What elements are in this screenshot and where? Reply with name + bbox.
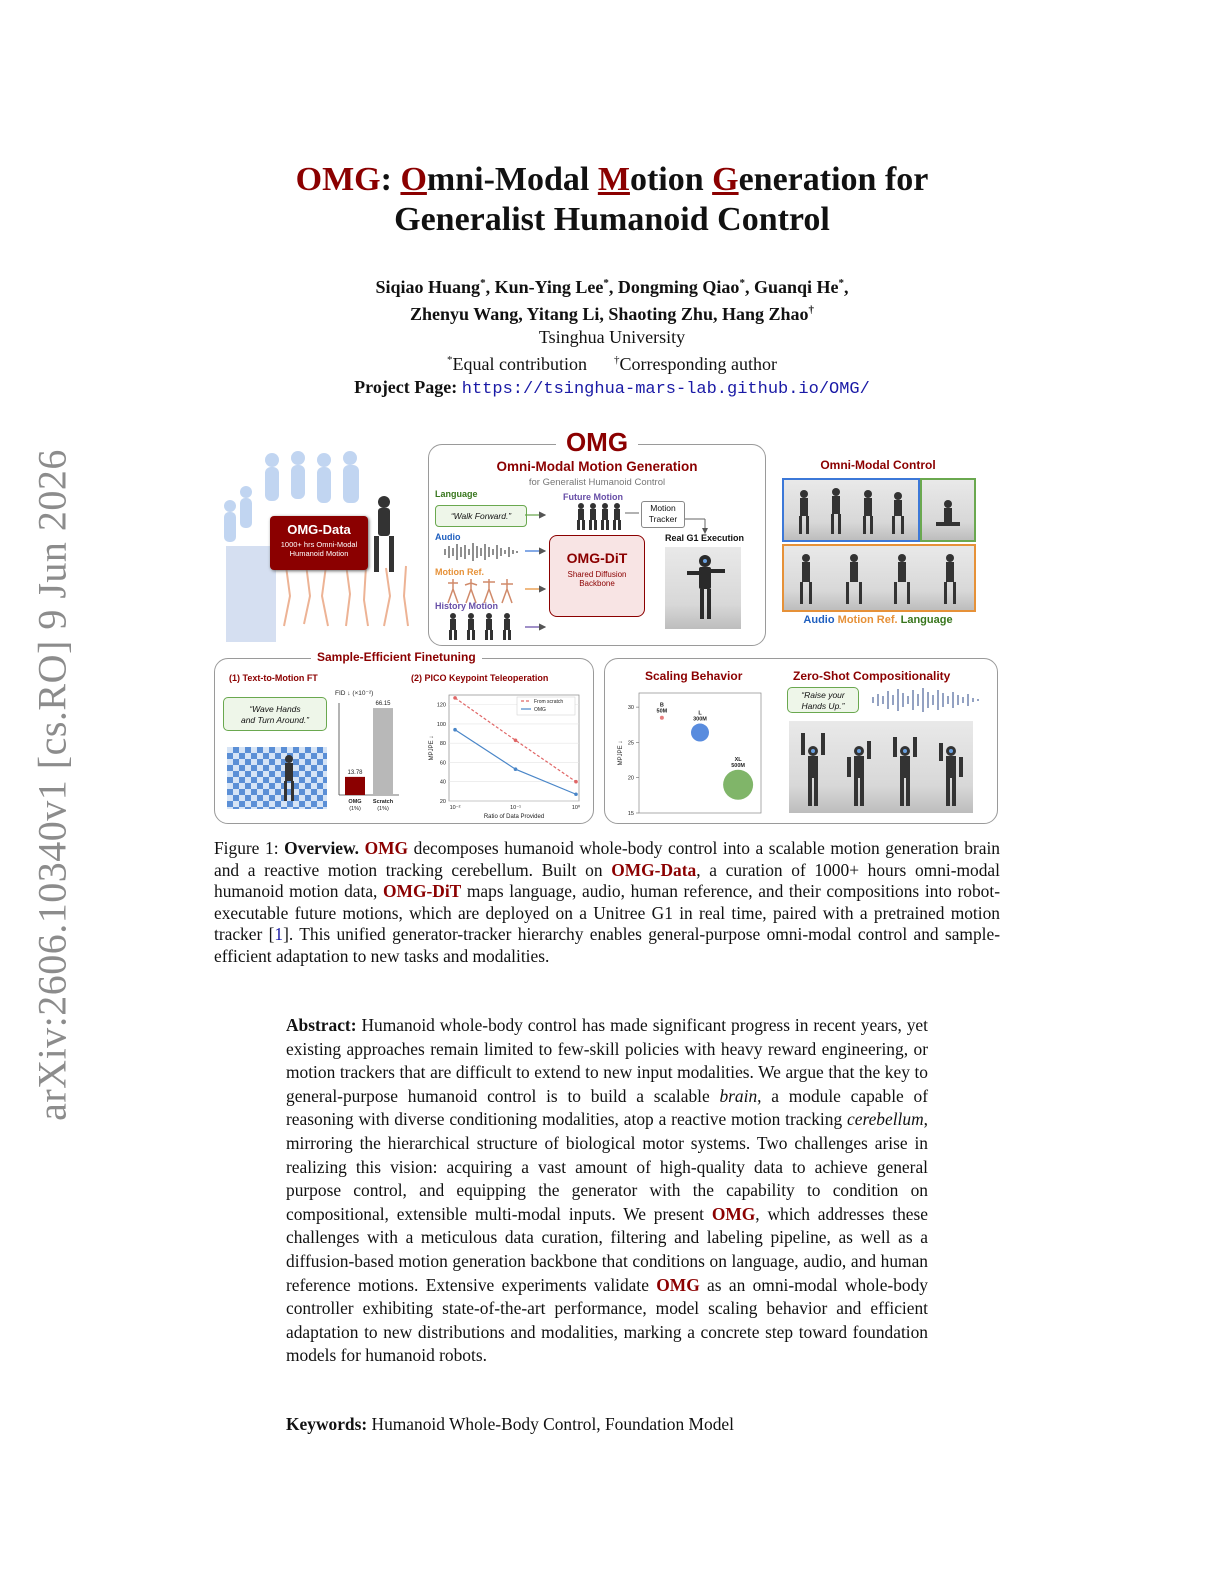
ft1-prompt [223, 697, 327, 731]
author-line-1: Siqiao Huang*, Kun-Ying Lee*, Dongming Qiao*, Guanqi He*, [375, 277, 849, 297]
author-line-2 [160, 299, 1064, 326]
caption-text-4: ]. This unified generator-tracker hierarchy enables general-purpose omni-modal control and sample-efficient adaptation to new tasks and modalities. [214, 924, 1000, 966]
mpjpe-ytick: 100 [436, 721, 446, 728]
mpjpe-point [453, 696, 457, 700]
mpjpe-point [574, 780, 578, 784]
author-name: Siqiao Huang [375, 277, 481, 297]
zeroshot-prompt-line2: Hands Up.” [801, 701, 845, 711]
mpjpe-xtick: 10⁰ [571, 805, 581, 811]
language-prompt [435, 505, 527, 527]
scaling-scatter-chart [613, 687, 765, 819]
g1-execution-label: Real G1 Execution [665, 533, 745, 543]
scaling-point-size: 300M [693, 716, 707, 723]
fid-xtick: (1%) [349, 806, 361, 812]
caption-omg: OMG [364, 838, 409, 858]
scaling-ytick: 20 [627, 775, 634, 782]
omg-data-collage [216, 446, 422, 646]
caption-figure-label: Figure 1: [214, 838, 285, 858]
zeroshot-robot-strip [789, 721, 973, 813]
control-legend-language: Language [900, 614, 953, 626]
omg-data-title: OMG-Data [287, 522, 351, 537]
ft1-prompt-line2: and Turn Around.” [240, 715, 310, 725]
author-mark: * [739, 277, 745, 289]
omg-big-title-text: OMG [556, 427, 638, 457]
citation-link[interactable]: 1 [274, 924, 284, 945]
scaling-point [691, 724, 709, 742]
omni-modal-control [780, 456, 976, 632]
scaling-point-label: XL [734, 756, 742, 763]
scaling-ytick: 30 [627, 705, 634, 712]
fid-xtick: OMG [348, 799, 362, 805]
arxiv-stamp: arXiv:2606.10340v1 [cs.RO] 9 Jun 2026 [29, 449, 75, 1121]
mpjpe-ytick: 80 [439, 741, 446, 748]
zeroshot-audio-waveform-icon [871, 687, 983, 713]
finetuning-panel [214, 650, 594, 824]
author-mark: * [480, 277, 486, 289]
author-name: Dongming Qiao [617, 277, 740, 297]
fid-bar-chart [333, 687, 401, 817]
mpjpe-ylabel: MPJPE ↓ [429, 735, 435, 761]
history-robots-icon [445, 613, 515, 641]
mpjpe-ytick: 40 [439, 779, 446, 786]
zeroshot-prompt-line1: “Raise your [801, 690, 845, 700]
author-block [160, 272, 1064, 401]
future-motion-label: Future Motion [563, 492, 623, 502]
fid-bar-value: 66.15 [375, 701, 391, 708]
mpjpe-point [514, 738, 518, 742]
mpjpe-point [514, 767, 518, 771]
title-word-generation: eneration for [738, 161, 929, 198]
title-letter-g: G [712, 161, 739, 198]
mpjpe-point [574, 792, 578, 796]
scaling-ytick: 15 [627, 811, 634, 817]
zeroshot-robots [789, 721, 973, 813]
abstract-text-5: as an omni-modal whole-body controller exhibiting state-of-the-art performance, model scaling behavior and efficient adaptation to new distributions and modalities, marking a concrete step toward foundation models for humanoid robots. [286, 1274, 928, 1366]
author-name: Kun-Ying Lee [494, 277, 604, 297]
mpjpe-xtick: 10⁻¹ [510, 805, 521, 811]
fid-bar-value: 13.78 [347, 769, 363, 776]
caption-text-2: , a curation of 1000+ hours omni-modal humanoid motion data, [214, 859, 1000, 902]
control-legend-motionref: Motion Ref. [837, 614, 898, 626]
history-motion-label: History Motion [435, 601, 498, 611]
fid-ylabel: FID ↓ (×10⁻²) [335, 690, 374, 697]
caption-overview: Overview. [284, 838, 359, 858]
tracker-line1: Motion [650, 503, 676, 513]
paper-title [160, 160, 1064, 240]
scaling-title: Scaling Behavior [645, 669, 743, 683]
caption-text-3: maps language, audio, human reference, and their compositions into robot-executable future motions, which are deployed on a Unitree G1 in real time, paired with a pretrained motion tracker [ [214, 881, 1000, 945]
g1-robot-photo [665, 547, 741, 629]
audio-label: Audio [435, 532, 461, 542]
mpjpe-legend-label: From scratch [534, 699, 564, 705]
fid-xtick: (1%) [377, 806, 389, 812]
corr-mark: † [614, 354, 620, 366]
scaling-point-label: B [659, 702, 664, 709]
abstract-omg-1: OMG [711, 1203, 756, 1224]
language-label: Language [435, 489, 478, 499]
title-letter-m: M [597, 161, 630, 198]
omni-control-title: Omni-Modal Control [820, 458, 936, 472]
mpjpe-xlabel: Ratio of Data Provided [483, 814, 545, 820]
zeroshot-prompt [787, 687, 859, 713]
project-page [160, 376, 1064, 401]
mpjpe-point [453, 728, 457, 732]
scaling-point [723, 770, 753, 800]
keywords-label: Keywords: [286, 1414, 368, 1434]
figure-caption [214, 838, 1000, 968]
project-page-label: Project Page: [354, 377, 458, 397]
ft2-label: (2) PICO Keypoint Teleoperation [411, 673, 549, 683]
ft1-robot [227, 747, 327, 809]
motion-ref-label: Motion Ref. [435, 567, 484, 577]
abstract-label: Abstract: [286, 1015, 357, 1035]
scaling-point-size: 50M [656, 708, 668, 715]
abstract-brain: brain [719, 1085, 758, 1106]
language-robot [922, 480, 974, 540]
fid-bar [373, 708, 393, 795]
corresponding-author: Corresponding author [619, 354, 777, 374]
scaling-point-label: L [698, 710, 702, 717]
author-mark: * [838, 277, 844, 289]
title-word-motion: otion [629, 161, 713, 198]
title-line-1 [160, 160, 1064, 200]
equal-contribution: Equal contribution [452, 354, 587, 374]
mpjpe-line-chart [411, 689, 589, 821]
omg-dit-box [549, 535, 645, 617]
abstract-text-1: Humanoid whole-body control has made significant progress in recent years, yet existing approaches remain limited to few-skill policies with heavy reward engineering, or motion trackers that are difficult to extend to new input modalities. We argue that the key to general-purpose humanoid control is to build a scalable [286, 1015, 928, 1106]
ft1-floor-image [227, 747, 327, 809]
title-letter-o: O [400, 161, 427, 198]
title-acronym: OMG [295, 161, 381, 198]
title-colon: : [380, 161, 401, 198]
abstract-omg-2: OMG [656, 1274, 700, 1295]
scaling-point-size: 500M [731, 762, 746, 769]
abstract-text-3: , mirroring the hierarchical structure of biological motor systems. Two challenges arise in realizing this vision: acquiring a vast amount of high-quality data to achieve general purpose control, and equipping the generator with the capability to condition on compositional, extensible multi-modal inputs. We present [286, 1109, 928, 1224]
input-arrows [525, 505, 549, 635]
omg-data-line2: Humanoid Motion [289, 549, 349, 558]
omg-subtitle: Omni-Modal Motion Generation [496, 459, 698, 474]
contribution-note [160, 349, 1064, 376]
author-mark: † [808, 304, 814, 316]
finetuning-title: Sample-Efficient Finetuning [311, 650, 482, 664]
figure-1 [214, 426, 1000, 830]
mpjpe-legend-label: OMG [534, 707, 546, 713]
omg-dit-line1: Shared Diffusion [567, 570, 627, 579]
audio-robots [784, 480, 918, 540]
fid-xtick: Scratch [372, 799, 394, 805]
scaling-ylabel: MPJPE ↓ [618, 740, 624, 766]
g1-robot-figure [665, 547, 741, 629]
equal-mark: * [447, 354, 453, 366]
abstract-text-2: , a module capable of reasoning with diverse conditioning modalities, atop a reactive motion tracking [286, 1085, 928, 1130]
control-audio-frame [782, 478, 920, 542]
control-motionref-frame [782, 544, 976, 612]
tracker-line2: Tracker [648, 514, 678, 524]
title-line-2: Generalist Humanoid Control [394, 201, 830, 238]
keywords [286, 1413, 928, 1436]
title-word-omni: mni-Modal [426, 161, 598, 198]
ft1-label: (1) Text-to-Motion FT [229, 673, 318, 683]
affiliation: Tsinghua University [538, 327, 686, 347]
abstract-cerebellum: cerebellum [847, 1109, 924, 1130]
omg-big-title [429, 427, 765, 457]
caption-text-1: decomposes humanoid whole-body control into a scalable motion generation brain and a reactive motion tracking cerebellum. Built on [214, 838, 1000, 880]
author-names: Zhenyu Wang, Yitang Li, Shaoting Zhu, Hang Zhao [410, 304, 809, 324]
omg-data-line1: 1000+ hrs Omni-Modal [280, 540, 358, 549]
scaling-point [660, 716, 664, 720]
mpjpe-ytick: 60 [439, 760, 446, 767]
mpjpe-xtick: 10⁻² [449, 805, 461, 811]
abstract-text-4: , which addresses these challenges with a meticulous data curation, filtering and labeling pipeline, as well as a diffusion-based motion generation backbone that conditions on language, audio, and human reference motions. Extensive experiments validate [286, 1203, 928, 1295]
project-page-link[interactable]: https://tsinghua-mars-lab.github.io/OMG/ [461, 380, 870, 399]
mpjpe-ytick: 120 [436, 702, 446, 709]
omg-center-panel [428, 427, 766, 646]
motionref-robots [784, 546, 974, 610]
caption-omg-dit: OMG-DiT [383, 881, 462, 902]
author-mark: * [603, 277, 609, 289]
ft1-prompt-line1: “Wave Hands [249, 704, 301, 714]
omg-subtitle-2: for Generalist Humanoid Control [528, 477, 666, 488]
control-legend-audio: Audio [803, 614, 835, 626]
control-legend [780, 614, 976, 626]
mpjpe-ytick: 20 [439, 799, 446, 805]
zeroshot-title: Zero-Shot Compositionality [793, 669, 951, 683]
keywords-text: Humanoid Whole-Body Control, Foundation Model [367, 1414, 734, 1434]
audio-waveform-icon [439, 543, 525, 561]
caption-omg-data: OMG-Data [611, 859, 697, 880]
fid-bar [345, 777, 365, 795]
omg-dit-title: OMG-DiT [566, 550, 628, 566]
abstract [286, 1014, 928, 1368]
control-language-frame [920, 478, 976, 542]
omg-data-box [270, 516, 368, 570]
scaling-ytick: 25 [627, 740, 634, 747]
omg-dit-line2: Backbone [579, 579, 615, 588]
language-prompt-text: “Walk Forward.” [450, 511, 512, 521]
author-name: Guanqi He [753, 277, 839, 297]
scaling-zeroshot-panel [604, 658, 998, 824]
future-robots-icon [575, 503, 625, 531]
